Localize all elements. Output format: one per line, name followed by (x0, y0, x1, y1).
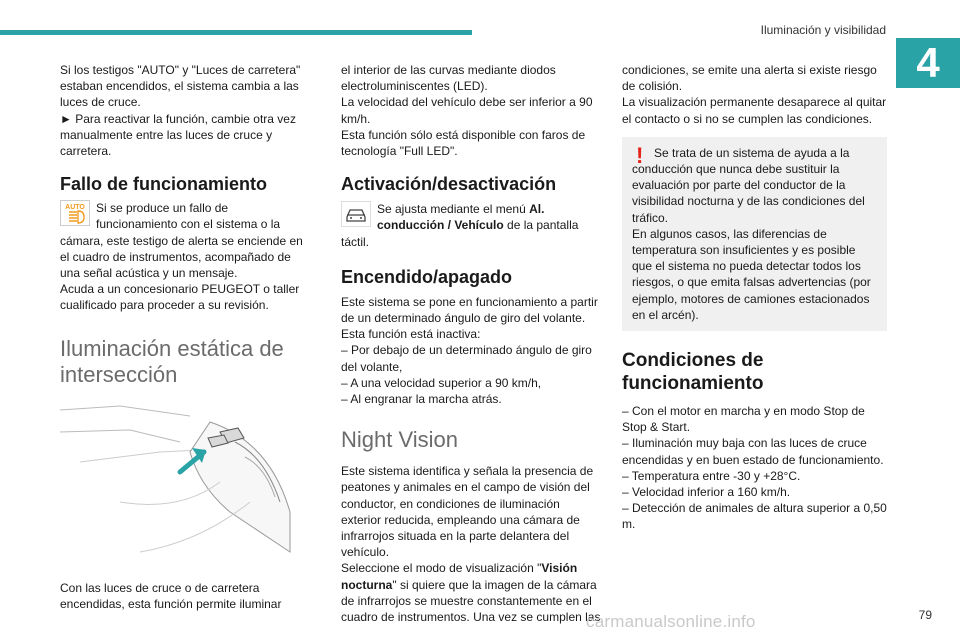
fault-heading: Fallo de funcionamiento (60, 174, 268, 195)
intro-text: Si los testigos "AUTO" y "Luces de carretera" estaban encendidos, el sistema cambia a las luces de cruce. ► Para reactivar la función, cambie otra vez manualmente entre las luces de cruce y carretera. (60, 63, 301, 159)
night-vision-mode: Visión nocturna (341, 561, 578, 592)
headlamp-illustration (60, 402, 310, 562)
activation-text-end: de la pantalla táctil. (341, 218, 579, 249)
activation-menu-path: Al. conducción / Vehículo (377, 202, 545, 233)
activation-heading: Activación/desactivación (341, 174, 557, 195)
conditions-heading: Condiciones de funcionamiento (622, 350, 764, 395)
page-number: 79 (918, 608, 932, 622)
static-lighting-text: Con las luces de cruce o de carretera encendidas, esta función permite iluminar (60, 580, 282, 611)
headlamp-auto-warning-icon (60, 200, 90, 226)
header-accent-bar (0, 30, 472, 35)
onoff-heading: Encendido/apagado (341, 266, 513, 287)
night-vision-text-start: Este sistema identifica y señala la presencia de peatones y animales en el campo de visión del conductor, en condiciones de iluminación exterior reducida, empleando una cámara de infrarrojos situada en la parte delantera del vehículo. Seleccione el modo de visualización " (341, 464, 594, 576)
warning-box (622, 137, 887, 331)
activation-paragraph (341, 201, 603, 250)
car-driving-aid-icon (341, 201, 371, 227)
activation-text-start: Se ajusta mediante el menú (377, 202, 530, 217)
exclamation-warning-icon: ! (636, 142, 644, 168)
chapter-number: 4 (896, 38, 960, 88)
night-vision-text-end: " si quiere que la imagen de la cámara de infrarrojos se muestre constantemente en el cuadro de instrumentos. Una vez se cumplen las (341, 577, 601, 625)
night-vision-heading: Night Vision (341, 427, 458, 453)
conditions-text: – Con el motor en marcha y en modo Stop de Stop & Start. – Iluminación muy baja con las luces de cruce encendidas y en buen estado de funcionamiento. – Temperatura entre -30 y +28°C. – Velocidad inferior a 160 km/h. – Detección de animales de altura superior a 0,50 m. (622, 404, 887, 532)
section-title: Iluminación y visibilidad (760, 23, 886, 37)
onoff-text: Este sistema se pone en funcionamiento a partir de un determinado ángulo de giro del volante. Esta función está inactiva: – Por debajo de un determinado ángulo de giro del volante, – A una velocidad superior a 90 km/h, – Al engranar la marcha atrás. (341, 294, 598, 407)
column-1 (60, 62, 310, 612)
watermark: carmanualsonline.info (586, 612, 756, 631)
warning-text: Se trata de un sistema de ayuda a la conducción que nunca debe sustituir la evaluación por parte del conductor de la visibilidad nocturna y de las condiciones del tráfico. En algunos casos, las diferencias de temperatura son insuficientes y es posible que el sistema no pueda detectar todos los riesgos, o que emita falsas advertencias (por ejemplo, motores de camiones estacionados en el arcén). (632, 145, 871, 322)
night-vision-continued: condiciones, se emite una alerta si existe riesgo de colisión. La visualización permanente desaparece al quitar el contacto o si no se cumplen las condiciones. (622, 63, 887, 126)
column-2 (341, 62, 603, 625)
auto-icon-label: AUTO (65, 204, 85, 212)
static-lighting-continued: el interior de las curvas mediante diodos electroluminiscentes (LED). La velocidad del vehículo debe ser inferior a 90 km/h. Esta función sólo está disponible con faros de tecnología "Full LED". (341, 63, 593, 159)
fault-paragraph (60, 200, 310, 313)
column-3 (622, 62, 887, 533)
static-lighting-heading: Iluminación estática de intersección (60, 335, 284, 387)
fault-text: Si se produce un fallo de funcionamiento con el sistema o la cámara, este testigo de alerta se enciende en el cuadro de instrumentos, acompañado de una señal acústica y un mensaje. Acuda a un concesionario PEUGEOT o taller cualificado para proceder a su revisión. (60, 201, 303, 313)
